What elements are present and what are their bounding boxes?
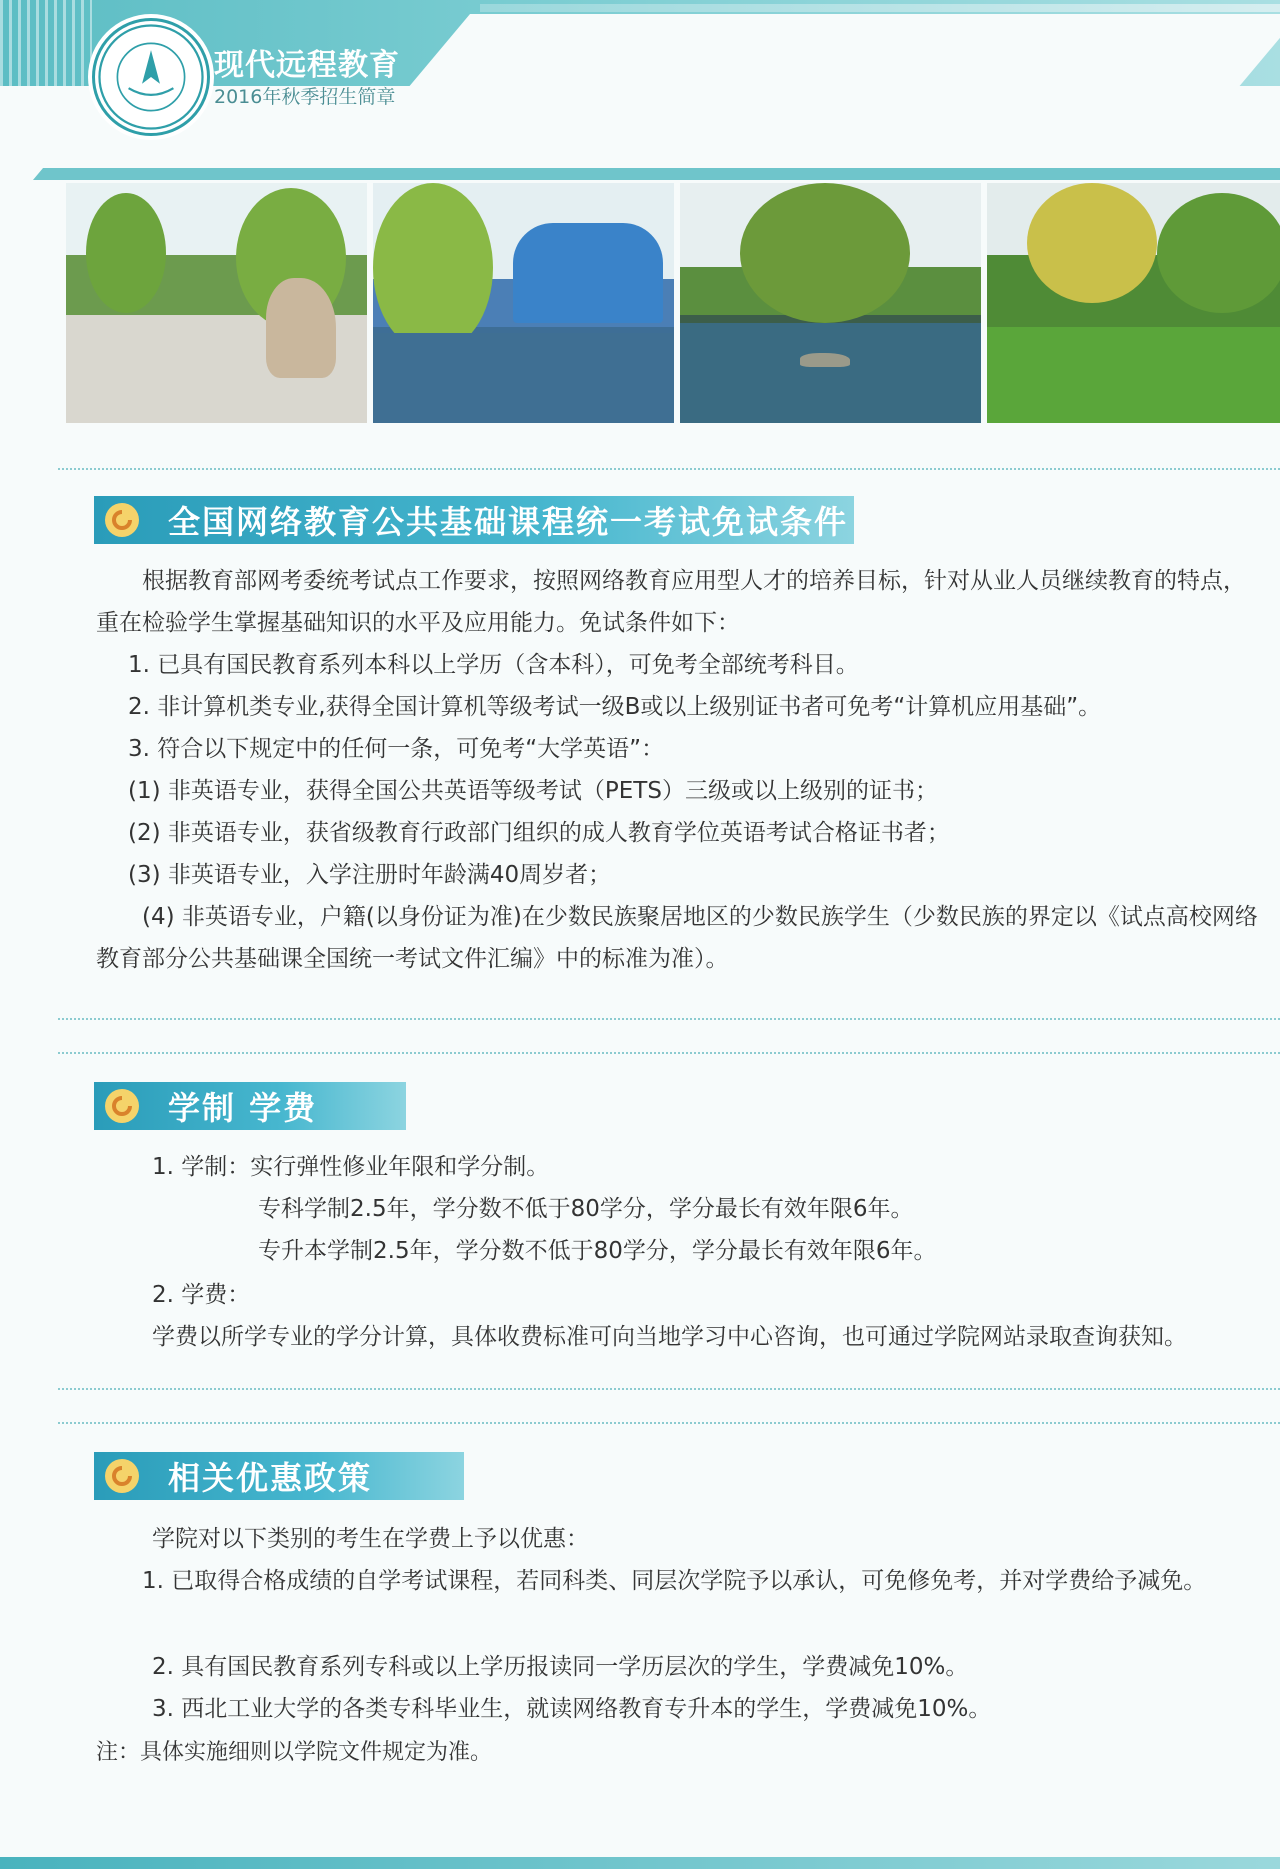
header-subtitle: 2016年秋季招生简章	[214, 86, 396, 108]
section-policy	[58, 1422, 1280, 1812]
policy-intro: 学院对以下类别的考生在学费上予以优惠：	[152, 1526, 589, 1552]
campus-photo-pond	[680, 183, 981, 423]
section-title-system: 学制 学费	[168, 1089, 318, 1127]
system-item-1-b: 专升本学制2.5年，学分数不低于80学分，学分最长有效年限6年。	[258, 1238, 937, 1264]
section-title-exemption: 全国网络教育公共基础课程统一考试免试条件	[168, 503, 849, 541]
system-item-1-a: 专科学制2.5年，学分数不低于80学分，学分最长有效年限6年。	[258, 1196, 914, 1222]
exemption-item-3-1: (1) 非英语专业，获得全国公共英语等级考试（PETS）三级或以上级别的证书；	[128, 778, 938, 804]
campus-photo-avenue	[66, 183, 367, 423]
exemption-item-3: 3. 符合以下规定中的任何一条，可免考“大学英语”：	[128, 736, 665, 762]
policy-item-2: 2. 具有国民教育系列专科或以上学历报读同一学历层次的学生，学费减免10%。	[152, 1654, 969, 1680]
exemption-item-3-4: (4) 非英语专业，户籍(以身份证为准)在少数民族聚居地区的少数民族学生（少数民族的界定以《试点高校网络教育部分公共基础课全国统一考试文件汇编》中的标准为准）。	[96, 904, 1258, 972]
exemption-intro: 根据教育部网考委统考试点工作要求，按照网络教育应用型人才的培养目标，针对从业人员继续教育的特点，重在检验学生掌握基础知识的水平及应用能力。免试条件如下：	[96, 568, 1246, 636]
header-notch	[403, 14, 1280, 94]
section-exemption	[58, 468, 1280, 1020]
section-title-policy: 相关优惠政策	[168, 1459, 373, 1497]
header-stripes	[0, 0, 92, 86]
section-system-fee	[58, 1052, 1280, 1390]
exemption-item-1: 1. 已具有国民教育系列本科以上学历（含本科），可免考全部统考科目。	[128, 652, 859, 678]
section-banner-policy	[94, 1452, 464, 1500]
swirl-icon	[94, 496, 150, 544]
system-item-1: 1. 学制：实行弹性修业年限和学分制。	[152, 1154, 550, 1180]
exemption-item-3-3: (3) 非英语专业，入学注册时年龄满40周岁者；	[128, 862, 612, 888]
section-banner-system	[94, 1082, 406, 1130]
footer-bar	[0, 1857, 1280, 1869]
system-item-2: 2. 学费：	[152, 1282, 251, 1308]
section-banner-exemption	[94, 496, 854, 544]
exemption-item-2: 2. 非计算机类专业,获得全国计算机等级考试一级B或以上级别证书者可免考“计算机应用基础”。	[128, 694, 1102, 720]
system-item-2-a: 学费以所学专业的学分计算，具体收费标准可向当地学习中心咨询，也可通过学院网站录取查询获知。	[152, 1324, 1187, 1350]
policy-note: 注：具体实施细则以学院文件规定为准。	[96, 1740, 493, 1765]
swirl-icon	[94, 1082, 150, 1130]
campus-photo-strip	[66, 183, 1280, 423]
swirl-icon	[94, 1452, 150, 1500]
policy-item-1: 1. 已取得合格成绩的自学考试课程，若同科类、同层次学院予以承认，可免修免考，并对学费给予减免。	[142, 1568, 1207, 1594]
campus-photo-library	[373, 183, 674, 423]
header-title: 现代远程教育	[214, 48, 400, 83]
header-thin-bar	[480, 4, 1280, 12]
campus-photo-lawn	[987, 183, 1280, 423]
policy-item-3: 3. 西北工业大学的各类专科毕业生，就读网络教育专升本的学生，学费减免10%。	[152, 1696, 992, 1722]
exemption-item-3-2: (2) 非英语专业，获省级教育行政部门组织的成人教育学位英语考试合格证书者；	[128, 820, 950, 846]
university-seal-icon	[92, 18, 210, 136]
